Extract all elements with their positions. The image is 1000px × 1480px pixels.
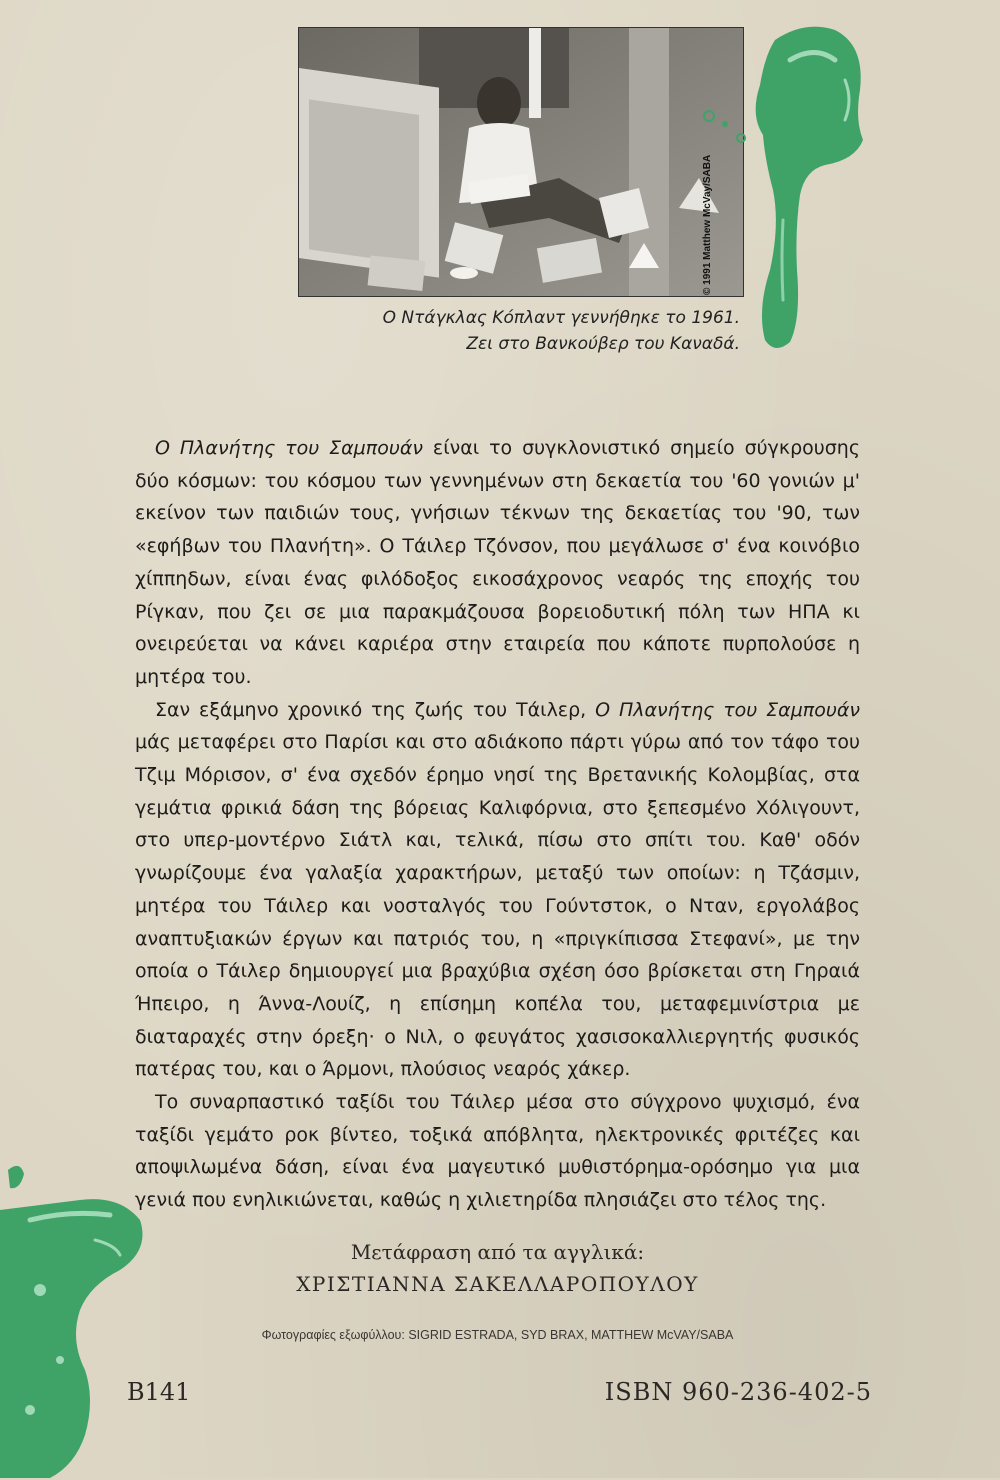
book-title-italic: Ο Πλανήτης του Σαμπουάν	[155, 437, 423, 459]
caption-line-2: Ζει στο Βανκούβερ του Καναδά.	[466, 334, 740, 354]
green-splash-bottom-icon	[0, 1160, 150, 1480]
caption-line-1: Ο Ντάγκλας Κόπλαντ γεννήθηκε το 1961.	[382, 308, 740, 328]
book-title-italic: Ο Πλανήτης του Σαμπουάν	[595, 698, 860, 721]
isbn-number: ISBN 960-236-402-5	[604, 1378, 872, 1406]
description-paragraph-1	[135, 432, 860, 694]
translation-label: Μετάφραση από τα αγγλικά:	[350, 1240, 645, 1264]
description-paragraph-2	[135, 694, 860, 1086]
description-paragraph-3: Το συναρπαστικό ταξίδι του Τάιλερ μέσα στο σύγχρονο ψυχισμό, ένα ταξίδι γεμάτο ροκ βίντεο, τοξικά απόβλητα, ηλεκτρονικές φριτέζες και αποψιλωμένα δάση, είναι ένα μαγευτικό μυθιστόρημα-ορόσημο για μια γενιά που ενηλικιώνεται, καθώς η χιλιετηρίδα πλησιάζει στο τέλος της.	[135, 1091, 860, 1212]
cover-photos-credit: Φωτογραφίες εξωφύλλου: SIGRID ESTRADA, SYD BRAX, MATTHEW McVAY/SABA	[261, 1328, 734, 1342]
author-photo-illustration	[299, 28, 743, 296]
translation-credit	[135, 1236, 860, 1300]
translator-name: ΧΡΙΣΤΙΑΝΝΑ ΣΑΚΕΛΛΑΡΟΠΟΥΛΟΥ	[296, 1272, 699, 1296]
description-paragraph-2-start: Σαν εξάμηνο χρονικό της ζωής του Τάιλερ,	[155, 698, 596, 721]
photo-copyright: © 1991 Matthew McVay/SABA	[702, 154, 713, 295]
book-description	[135, 432, 860, 1217]
author-photo	[298, 27, 744, 297]
green-splash-top-icon	[695, 20, 875, 360]
description-paragraph-1-text: είναι το συγκλονιστικό σημείο σύγκρουσης δύο κόσμων: του κόσμου των γεννημένων στη δεκαετία του '60 γονιών μ' εκείνον των παιδιών τους, γνήσιων τέκνων της δεκαετίας του '90, των «εφήβων του Πλανήτη». Ο Τάιλερ Τζόνσον, που μεγάλωσε σ' ένα κοινόβιο χίππηδων, είναι ένας φιλόδοξος εικοσάχρονος νεαρός της εποχής του Ρίγκαν, που ζει σε μια παρακμάζουσα βορειοδυτική πόλη των ΗΠΑ κι ονειρεύεται να κάνει καριέρα στην εταιρεία που κάποτε πυρπολούσε η μητέρα του.	[135, 437, 860, 688]
author-caption	[260, 305, 740, 357]
series-code: B141	[127, 1378, 191, 1406]
description-paragraph-2-text: μάς μεταφέρει στο Παρίσι και στο αδιάκοπο πάρτι γύρω από τον τάφο του Τζιμ Μόρισον, σ' ένα σχεδόν έρημο νησί της Βρετανικής Κολομβίας, στα γεμάτια φρικιά δάση της βόρειας Καλιφόρνια, στο ξεπεσμένο Χόλιγουντ, στο υπερ-μοντέρνο Σιάτλ και, τελικά, πίσω στο σπίτι του. Καθ' οδόν γνωρίζουμε ένα γαλαξία χαρακτήρων, μεταξύ των οποίων: η Τζάσμιν, μητέρα του Τάιλερ και νοσταλγός του Γούντστοκ, ο Νταν, εργολάβος αναπτυξιακών έργων και πατριός του, η «πριγκίπισσα Στεφανί», με την οποία ο Τάιλερ δημιουργεί μια βραχύβια σχέση όσο βρίσκεται στη Γηραιά Ήπειρο, η Άννα-Λουίζ, η επίσημη κοπέλα του, μεταφεμινίστρια με διαταραχές στην όρεξη· ο Νιλ, ο φευγάτος χασισοκαλλιεργητής φυσικός πατέρας του, και ο Άρμονι, πλούσιος νεαρός χάκερ.	[135, 731, 860, 1081]
